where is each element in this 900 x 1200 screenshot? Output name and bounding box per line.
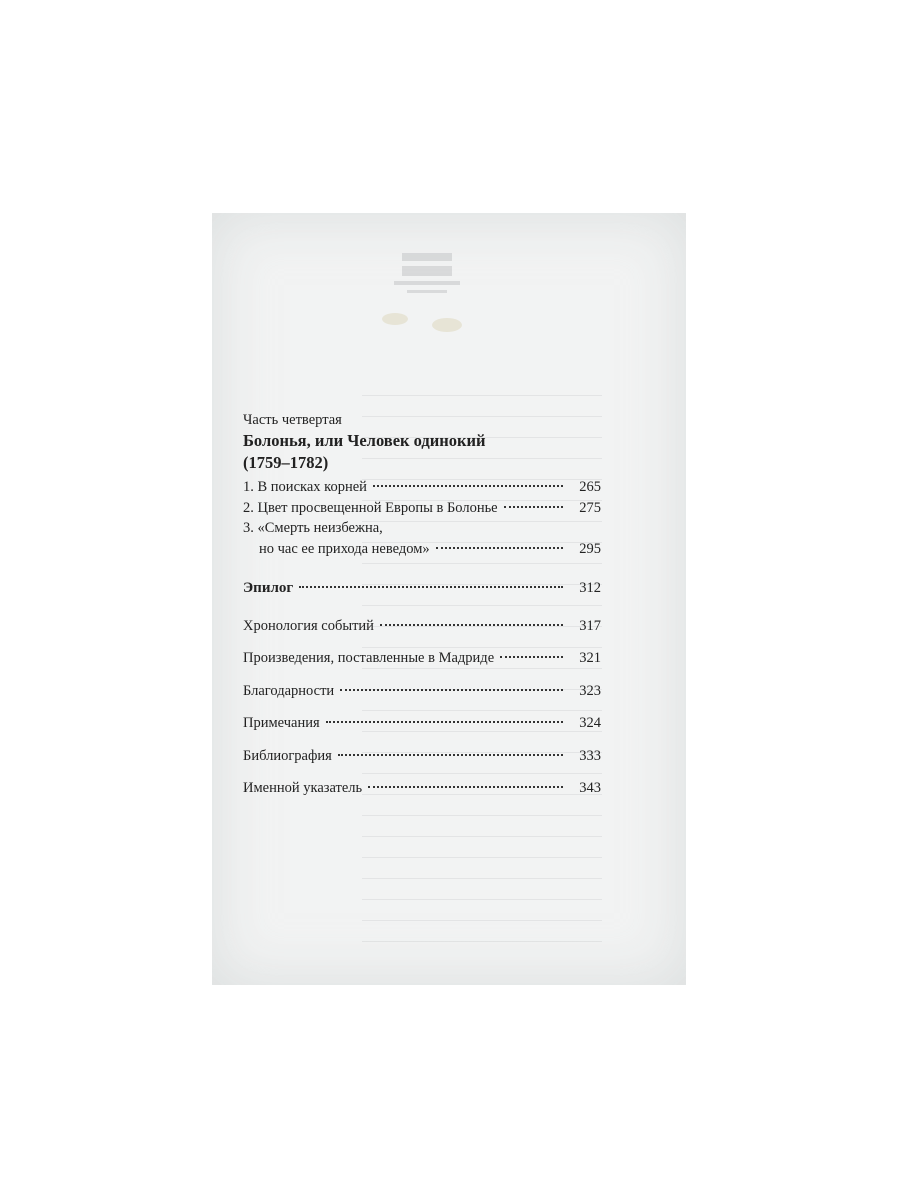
leader-dots xyxy=(504,506,563,508)
toc-entry-page: 295 xyxy=(579,540,601,557)
toc-entry[interactable] xyxy=(243,681,601,702)
toc-entry[interactable] xyxy=(243,746,601,767)
toc-entry[interactable] xyxy=(243,539,601,560)
toc-entry-title: Именной указатель xyxy=(243,780,363,796)
leader-dots xyxy=(338,754,563,756)
toc-entry[interactable] xyxy=(243,713,601,734)
toc-entry-title: 1. В поисках корней xyxy=(243,479,367,495)
toc-entry-page: 275 xyxy=(579,499,601,516)
toc-entry-page: 265 xyxy=(579,479,601,495)
leader-dots xyxy=(373,485,563,487)
toc-entry-page: 317 xyxy=(579,617,601,634)
toc-entry-page: 321 xyxy=(579,650,601,666)
toc-entry[interactable] xyxy=(243,778,601,799)
toc-entry-title: Примечания xyxy=(243,715,320,731)
leader-dots xyxy=(436,547,563,549)
book-page xyxy=(212,213,686,985)
toc-entry-title: 2. Цвет просвещенной Европы в Болонье xyxy=(243,499,498,516)
toc-entry[interactable] xyxy=(243,498,601,519)
part-title-line-2: (1759–1782) xyxy=(243,453,329,472)
toc-entry-page: 324 xyxy=(579,715,601,731)
epilogue-page: 312 xyxy=(579,580,601,596)
toc-entry[interactable] xyxy=(243,477,601,498)
toc-entry-title-line-1[interactable]: 3. «Смерть неизбежна, xyxy=(243,520,383,536)
leader-dots xyxy=(326,721,563,723)
toc-entry-title: Библиография xyxy=(243,747,332,764)
leader-dots xyxy=(340,689,563,691)
toc-entry-page: 333 xyxy=(579,747,601,764)
toc-entry[interactable] xyxy=(243,616,601,637)
epilogue-title: Эпилог xyxy=(243,580,294,596)
part-label: Часть четвертая xyxy=(243,412,342,428)
leader-dots xyxy=(500,656,563,658)
leader-dots xyxy=(368,786,563,788)
toc-entry-epilogue[interactable] xyxy=(243,578,601,599)
toc-entry[interactable] xyxy=(243,648,601,669)
leader-dots xyxy=(380,624,563,626)
table-of-contents xyxy=(243,410,601,799)
toc-entry-title: Произведения, поставленные в Мадриде xyxy=(243,650,495,666)
leader-dots xyxy=(299,586,563,588)
toc-entry-page: 343 xyxy=(579,780,601,796)
part-title-line-1: Болонья, или Человек одинокий xyxy=(243,431,486,450)
toc-entry-page: 323 xyxy=(579,682,601,699)
toc-entry-title: Хронология событий xyxy=(243,617,374,634)
show-through-logo xyxy=(362,248,492,338)
toc-entry-title: Благодарности xyxy=(243,682,335,699)
toc-entry-title-line-2: но час ее прихода неведом» xyxy=(259,540,430,557)
